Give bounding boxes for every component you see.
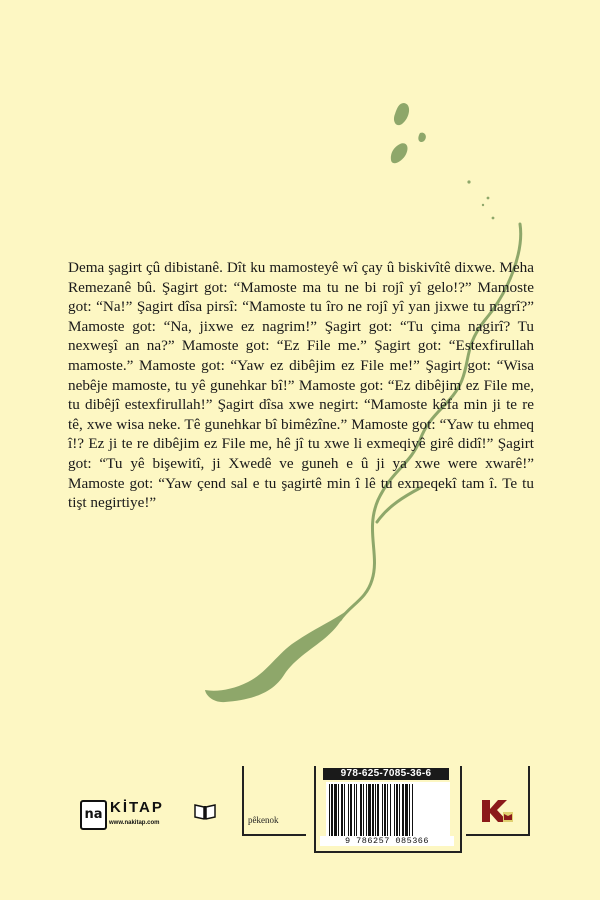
leaf-blob-3 [418,133,426,142]
back-cover-text: Dema şagirt çû dibistanê. Dît ku mamosteyê wî çay û biskivîtê dixwe. Meha Remezanê bû. Şagirt got: “Mamoste ma tu ne bi rojî yî gelo!?” Mamoste got: “Na!” Şagirt dîsa pirsî: “Mamoste tu îro ne rojî yî yan jixwe tu nagrî?” Mamoste got: “Na, jixwe ez nagrim!” Şagirt got: “Tu çima nagirî? Tu nexweşî an na?” Mamoste got: “Ez File me.” Şagirt got: “Estexfirullah mamoste.” Mamoste got: “Yaw ez dibêjim ez File me!” Şagirt got: “Wisa nebêje mamoste, tu yê gunehkar bî!” Mamoste got: “Ez dibêjim ez File me, tu dibêjî estexfirullah!” Şagirt dîsa xwe negirt: “Mamoste kêfa min ji te re tê, xwe wisa neke. Tê gunehkar bî bimêzîne.” Mamoste got: “Yaw tu ehmeq î!? Ez ji te re dibêjim ez File me, hê jî tu xwe li exmeqiyê girê didî!” Şagirt got: “Tu yê bişewitî, ji Xwedê ve guneh e û ji ya xwe were xwarê!” Mamoste got: “Yaw çend sal e tu şagirtê min î lê tu exmeqekî tam î. Te tu tişt negirtiye!” [68,259,534,512]
dot-3 [482,204,484,206]
publisher-logo [80,800,217,830]
isbn-barcode [326,782,450,838]
publisher-url: www.nakitap.com [109,820,160,826]
barcode-bar [354,784,355,836]
barcode-bar [341,784,343,836]
barcode-bar [360,784,362,836]
barcode-bar [405,784,408,836]
barcode-bar [372,784,374,836]
barcode-bar [368,784,371,836]
barcode-bar [384,784,386,836]
barcode-bar [396,784,398,836]
barcode-bar [409,784,410,836]
publisher-logo-mark: na [80,800,107,830]
barcode-bar [334,784,337,836]
isbn-label: 978-625-7085-36-6 [323,768,449,780]
barcode-bar [363,784,364,836]
dot-2 [487,197,490,200]
barcode-bar [377,784,379,836]
leaf-blob-1 [394,103,409,125]
k-logo-icon [479,798,515,824]
barcode-bar [366,784,367,836]
barcode-bar [344,784,345,836]
barcode-bar [402,784,404,836]
barcode-bar [356,784,357,836]
river-body [205,612,345,702]
barcode-bar [350,784,352,836]
barcode-bar [387,784,388,836]
barcode-bar [390,784,391,836]
barcode-digits: 9 786257 085366 [320,836,454,846]
publisher-logo-text: KİTAP [110,799,164,816]
barcode-bar [382,784,383,836]
barcode-bar [412,784,413,836]
barcode-bar [375,784,376,836]
open-book-icon [193,802,217,820]
dot-4 [492,217,495,220]
barcode-bar [399,784,400,836]
barcode-bar [394,784,395,836]
barcode-bar [329,784,330,836]
barcode-bar [338,784,339,836]
barcode-bar [348,784,349,836]
series-label: pêkenok [248,815,279,825]
leaf-blob-2 [391,143,408,163]
barcode-bar [331,784,333,836]
series-frame [242,766,306,836]
dot-1 [467,180,470,183]
